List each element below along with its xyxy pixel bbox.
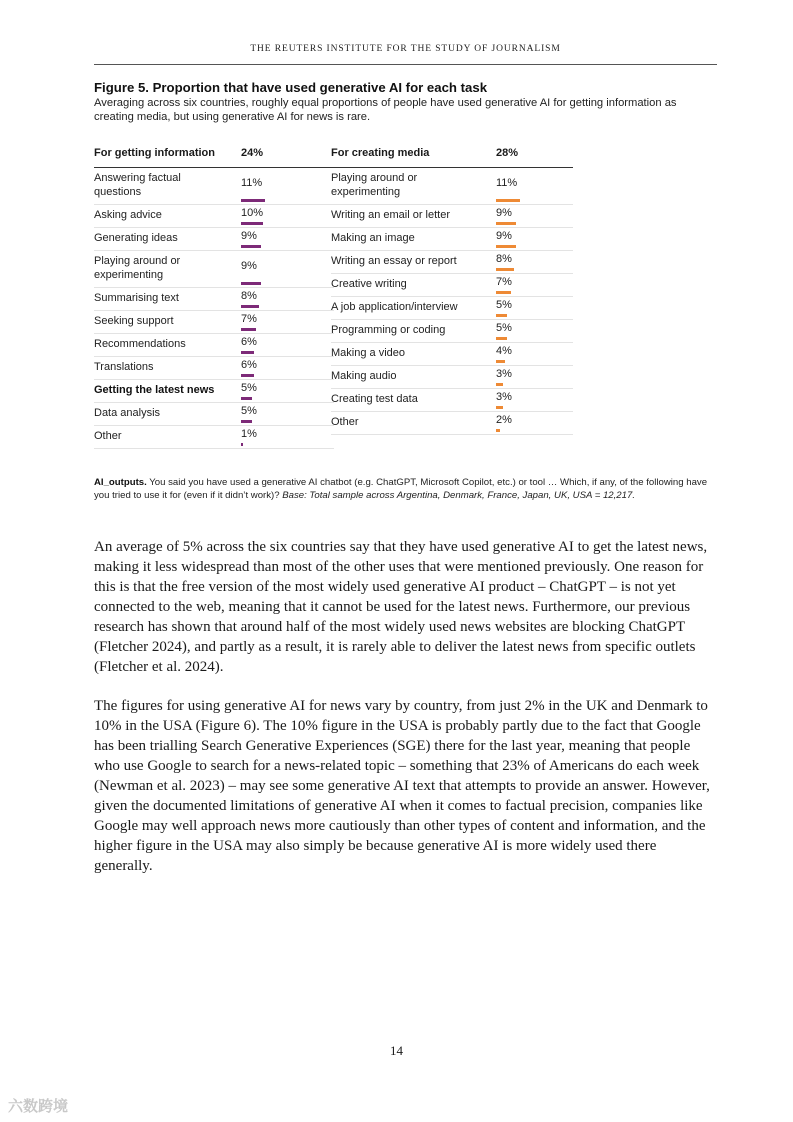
information-row [94, 228, 334, 251]
information-row-label: Recommendations [94, 338, 186, 350]
running-header: THE REUTERS INSTITUTE FOR THE STUDY OF JOURNALISM [94, 44, 717, 65]
information-bar [241, 282, 261, 286]
information-row-label: Seeking support [94, 315, 174, 327]
media-row [331, 320, 573, 343]
media-row-value: 9% [496, 207, 512, 219]
information-bar [241, 328, 256, 332]
media-row-value: 11% [496, 177, 518, 189]
media-row-label: Writing an email or letter [331, 209, 451, 221]
media-row-label: Creating test data [331, 393, 418, 405]
media-row-label: A job application/interview [331, 301, 458, 313]
media-table [331, 144, 573, 435]
media-row-label: Writing an essay or report [331, 255, 457, 267]
figure-note [94, 477, 717, 502]
media-row [331, 297, 573, 320]
information-row-label: Getting the latest news [94, 384, 215, 396]
media-row [331, 343, 573, 366]
media-row [331, 412, 573, 435]
information-row-label: Playing around or experimenting [94, 255, 181, 281]
media-row [331, 228, 573, 251]
media-row-value: 9% [496, 230, 512, 242]
information-row [94, 168, 334, 205]
information-row [94, 426, 334, 449]
information-row-value: 8% [241, 290, 257, 302]
information-bar [241, 245, 261, 249]
media-row [331, 205, 573, 228]
media-row [331, 389, 573, 412]
information-row-value: 11% [241, 177, 263, 189]
media-row-label: Playing around or experimenting [331, 172, 418, 198]
media-total: 28% [496, 147, 519, 159]
information-row-value: 1% [241, 428, 257, 440]
media-row-label: Making an image [331, 232, 415, 244]
media-bar [496, 314, 507, 318]
media-bar [496, 245, 516, 249]
information-row-label: Other [94, 430, 122, 442]
information-bar [241, 397, 252, 401]
information-bar [241, 374, 254, 378]
media-row-label: Other [331, 416, 359, 428]
information-row [94, 288, 334, 311]
media-row-label: Programming or coding [331, 324, 446, 336]
media-row [331, 251, 573, 274]
information-row [94, 357, 334, 380]
information-row-value: 5% [241, 405, 257, 417]
media-bar [496, 337, 507, 341]
media-row [331, 274, 573, 297]
information-row-label: Generating ideas [94, 232, 178, 244]
information-row-value: 6% [241, 336, 257, 348]
information-row [94, 403, 334, 426]
media-row-value: 3% [496, 391, 512, 403]
information-row [94, 380, 334, 403]
media-row [331, 366, 573, 389]
information-row-value: 10% [241, 207, 264, 219]
media-bar [496, 383, 503, 387]
media-row-label: Creative writing [331, 278, 407, 290]
media-row-label: Making audio [331, 370, 397, 382]
information-bar [241, 351, 254, 355]
media-row-value: 2% [496, 414, 512, 426]
media-bar [496, 429, 500, 433]
information-row-label: Translations [94, 361, 154, 373]
media-bar [496, 291, 511, 295]
information-bar [241, 222, 263, 226]
media-row [331, 168, 573, 205]
information-row-value: 7% [241, 313, 257, 325]
figure-title: Figure 5. Proportion that have used generative AI for each task [94, 80, 488, 95]
information-row [94, 311, 334, 334]
media-bar [496, 406, 503, 410]
information-row-value: 9% [241, 260, 257, 272]
media-row-value: 5% [496, 299, 512, 311]
body-paragraph-1: An average of 5% across the six countries say that they have used generative AI to get the latest news, making it less widespread than most of the other uses that were mentioned previously. One reason for this is that the free version of the most widely used generative AI product – ChatGPT – is not yet connected to the web, meaning that it cannot be used for the latest news. Furthermore, our previous research has shown that around half of the most widely used news websites are blocking ChatGPT (Fletcher 2024), and partly as a result, it is rarely able to deliver the latest news from specific outlets (Fletcher et al. 2024). [94, 539, 708, 675]
information-table-header [94, 144, 334, 168]
information-row [94, 334, 334, 357]
media-heading: For creating media [331, 147, 430, 159]
media-row-value: 5% [496, 322, 512, 334]
information-bar [241, 305, 259, 309]
information-table [94, 144, 334, 449]
body-paragraph-2: The figures for using generative AI for news vary by country, from just 2% in the UK and Denmark to 10% in the USA (Figure 6). The 10% figure in the USA is probably partly due to the fact that Google has been trialling Search Generative Experiences (SGE) there for the last year, meaning that people who use Google to search for a news-related topic – something that 23% of Americans do each week (Newman et al. 2023) – may see some generative AI text that attempts to provide an answer. However, given the documented limitations of generative AI when it comes to factual precision, companies like Google may well approach news more cautiously than other types of content and information, and the higher figure in the USA may also simply be because generative AI is more widely used there generally. [94, 698, 710, 874]
information-row-value: 5% [241, 382, 257, 394]
information-row-label: Answering factual questions [94, 172, 181, 198]
information-row-label: Asking advice [94, 209, 162, 221]
note-label: AI_outputs. [94, 477, 147, 488]
watermark-logo: 六数跨境 [8, 1098, 69, 1115]
media-bar [496, 268, 514, 272]
information-row-label: Summarising text [94, 292, 179, 304]
information-bar [241, 420, 252, 424]
media-bar [496, 199, 520, 203]
media-row-value: 4% [496, 345, 512, 357]
media-table-header [331, 144, 573, 168]
media-row-label: Making a video [331, 347, 405, 359]
information-row-value: 6% [241, 359, 257, 371]
note-text: You said you have used a generative AI chatbot (e.g. ChatGPT, Microsoft Copilot, etc.) or tool … Which, if any, of the following have you tried to use it for (even if it didn’t work)? [94, 477, 708, 501]
media-row-value: 3% [496, 368, 512, 380]
information-heading: For getting information [94, 147, 215, 159]
media-row-value: 8% [496, 253, 512, 265]
information-row [94, 205, 334, 228]
information-row-label: Data analysis [94, 407, 161, 419]
figure-subtitle: Averaging across six countries, roughly equal proportions of people have used generative AI for getting information as creating media, but using generative AI for news is rare. [94, 97, 677, 123]
page-number: 14 [390, 1043, 403, 1058]
note-base: Base: Total sample across Argentina, Denmark, France, Japan, UK, USA = 12,217. [282, 489, 635, 501]
media-row-value: 7% [496, 276, 512, 288]
information-row-value: 9% [241, 230, 257, 242]
information-row [94, 251, 334, 288]
information-bar [241, 199, 265, 203]
information-total: 24% [241, 147, 264, 159]
media-bar [496, 360, 505, 364]
information-bar [241, 443, 243, 447]
media-bar [496, 222, 516, 226]
